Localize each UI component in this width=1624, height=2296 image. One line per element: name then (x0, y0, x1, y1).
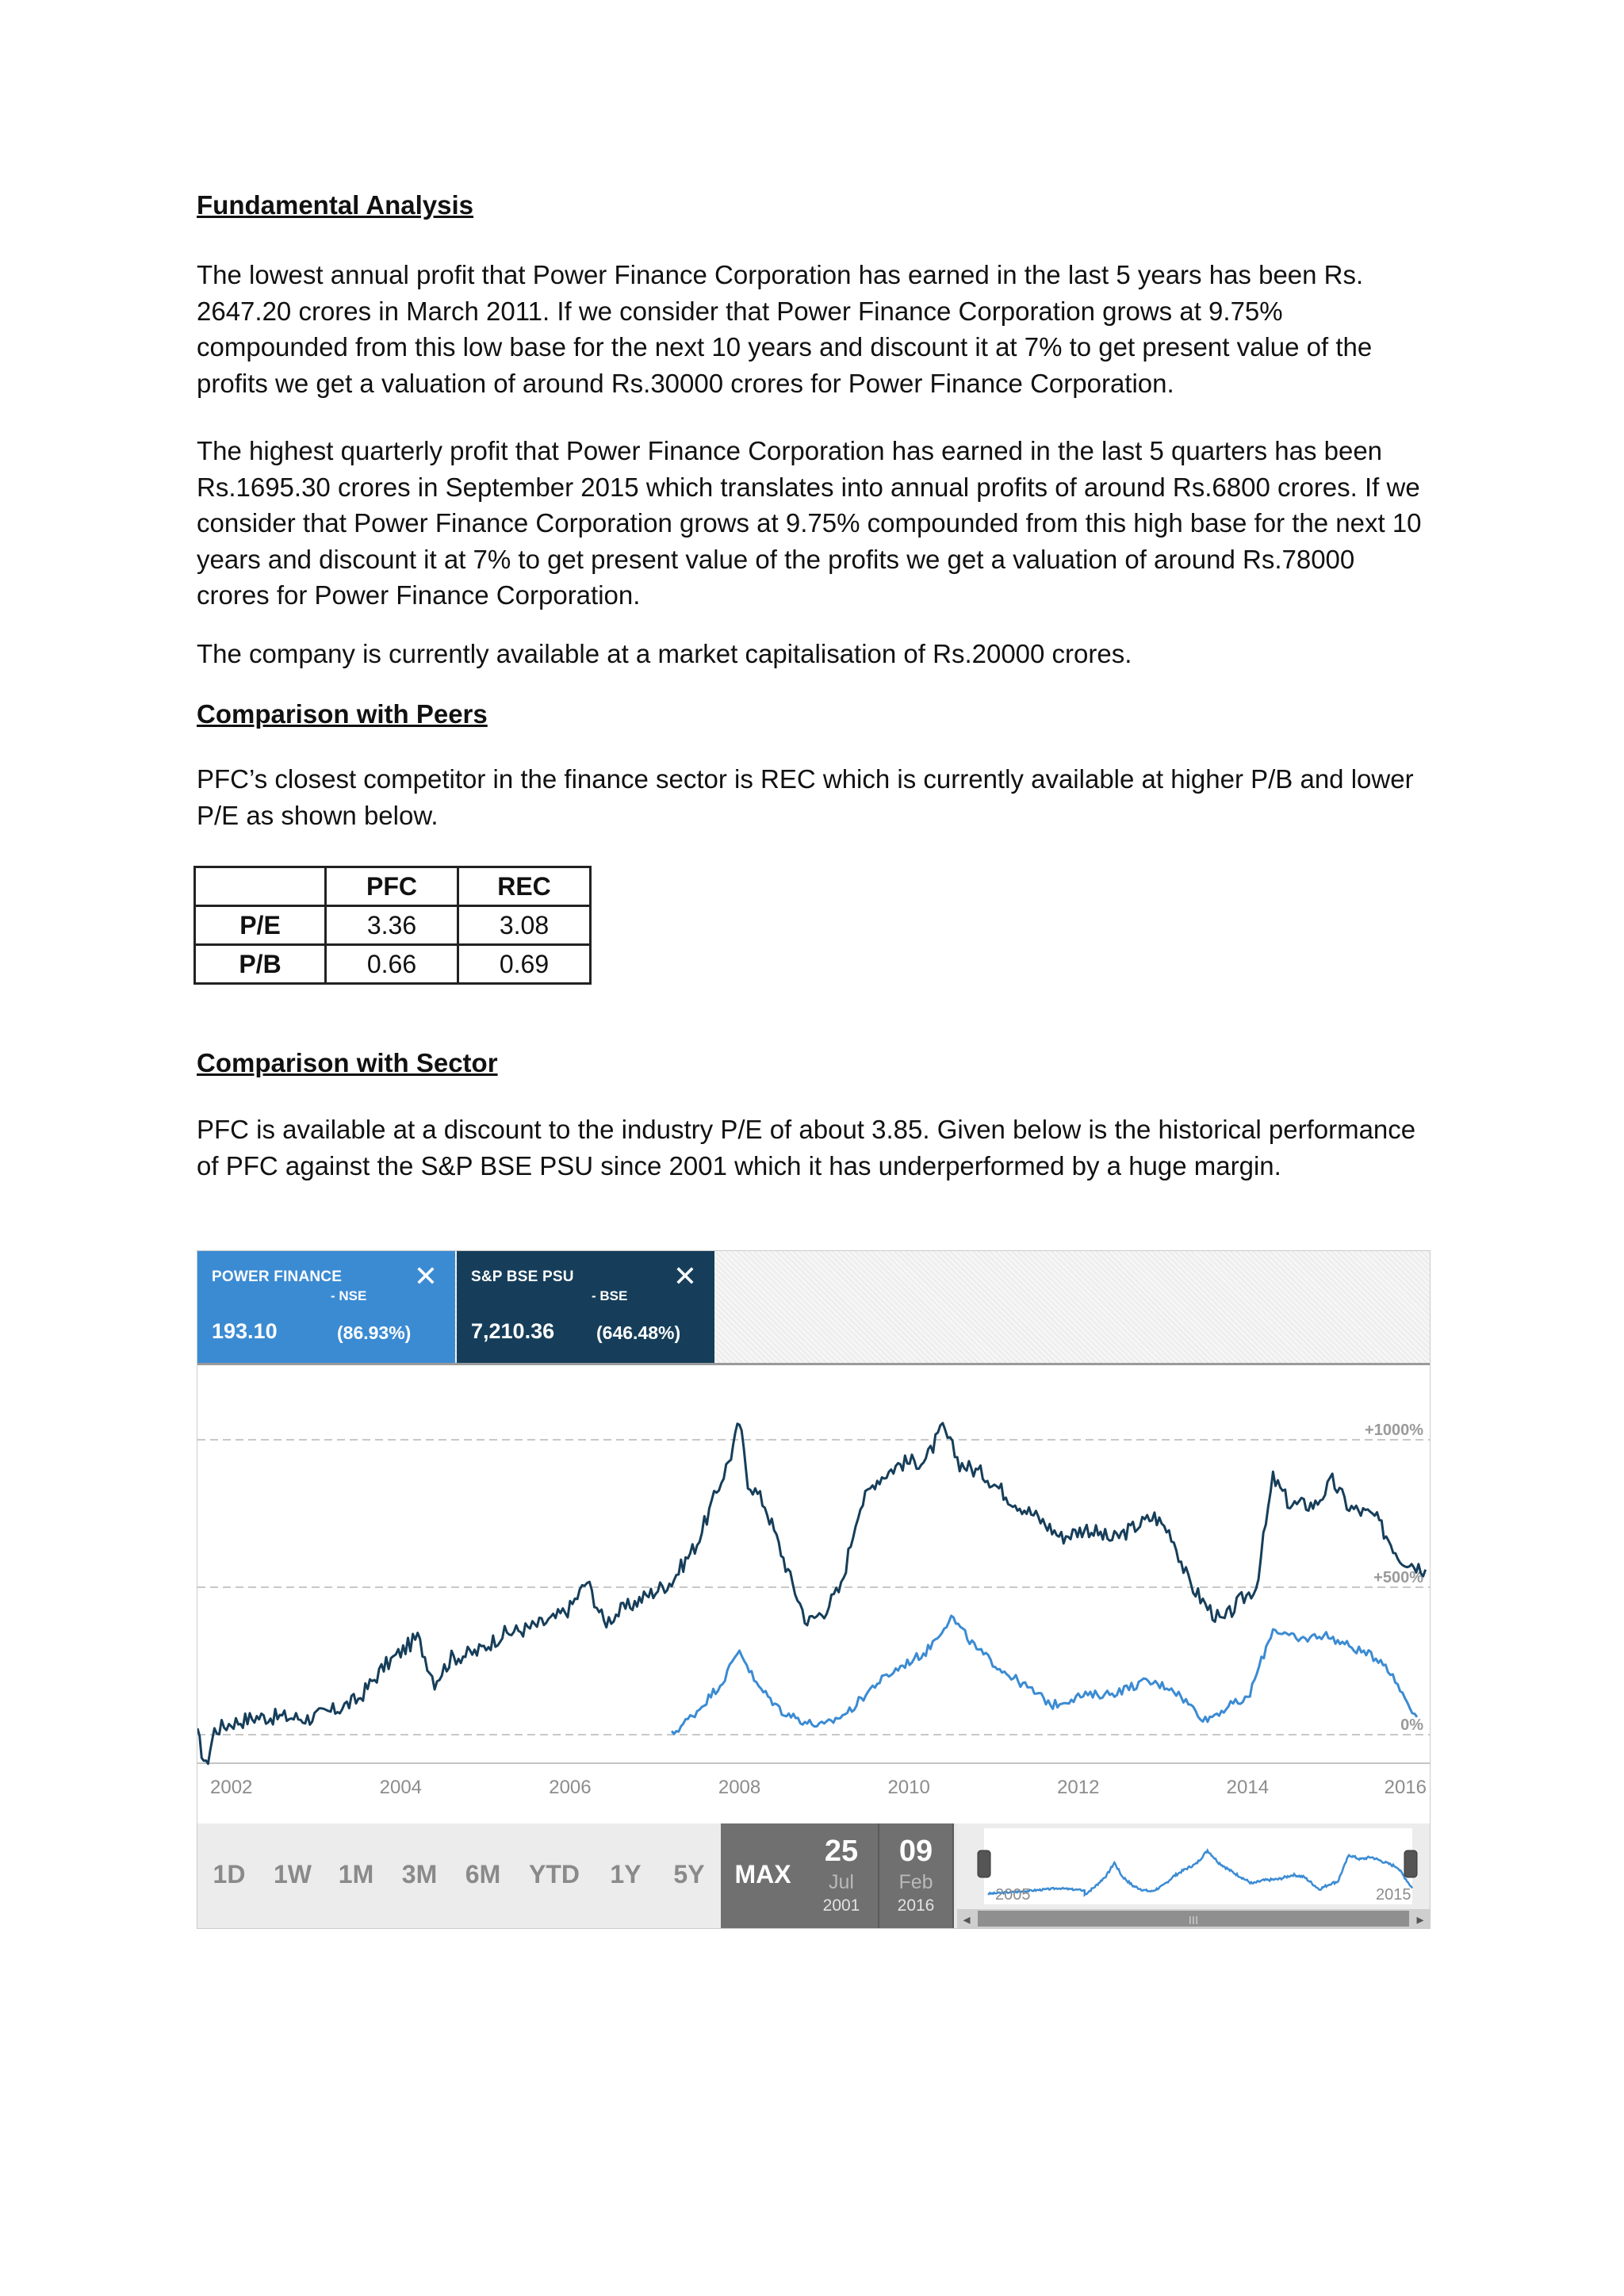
navigator-handle-left[interactable] (978, 1850, 990, 1877)
price-chart[interactable] (197, 1365, 1430, 1823)
from-day: 25 (824, 1835, 859, 1868)
tile-exchange: - NSE (331, 1288, 367, 1303)
table-row (195, 945, 591, 984)
tile-name: S&P BSE PSU (471, 1269, 574, 1285)
heading-comparison-sector: Comparison with Sector (197, 1048, 498, 1077)
range-button-5y[interactable]: 5Y (657, 1823, 722, 1928)
paragraph-market-cap: The company is currently available at a market capitalisation of Rs.20000 crores. (197, 639, 1132, 668)
from-month: Jul (829, 1871, 854, 1893)
navigator-year-label: 2015 (1376, 1886, 1411, 1904)
to-year: 2016 (897, 1896, 935, 1915)
scrollbar-grip-icon: III (1188, 1914, 1199, 1927)
to-date[interactable] (879, 1823, 954, 1928)
table-cell: P/E (195, 906, 326, 945)
tile-value: 193.10 (212, 1319, 278, 1343)
x-tick-label: 2006 (549, 1777, 592, 1798)
tile-exchange: - BSE (592, 1288, 628, 1303)
range-navigator[interactable] (957, 1823, 1430, 1928)
y-tick-label: 0% (1400, 1716, 1423, 1734)
table-row (195, 906, 591, 945)
tile-value: 7,210.36 (471, 1319, 555, 1343)
close-icon[interactable]: ✕ (413, 1260, 438, 1292)
from-year: 2001 (822, 1896, 860, 1915)
y-tick-label: +500% (1373, 1569, 1423, 1586)
tile-change: (646.48%) (596, 1322, 681, 1343)
navigator-handle-right[interactable] (1404, 1850, 1417, 1877)
range-button-ytd[interactable]: YTD (515, 1823, 596, 1928)
from-date[interactable] (805, 1823, 879, 1928)
table-cell: 0.66 (326, 945, 458, 984)
range-button-max[interactable]: MAX (721, 1823, 806, 1928)
peer-comparison-table (193, 866, 592, 985)
range-button-1w[interactable]: 1W (261, 1823, 326, 1928)
tile-name: POWER FINANCE (212, 1269, 343, 1285)
x-tick-label: 2002 (210, 1777, 253, 1798)
table-header-cell: REC (458, 867, 591, 906)
table-header-cell (195, 867, 326, 906)
paragraph-sector-comparison: PFC is available at a discount to the industry P/E of about 3.85. Given below is the historical performance of PFC against the S&P BSE PSU since 2001 which it has underperformed by a huge margin. (197, 1115, 1416, 1181)
navigator-window (984, 1828, 1412, 1904)
to-month: Feb (898, 1871, 933, 1893)
range-button-6m[interactable]: 6M (451, 1823, 516, 1928)
tile-power-finance[interactable] (197, 1251, 455, 1363)
x-tick-label: 2012 (1057, 1777, 1100, 1798)
x-tick-label: 2016 (1384, 1777, 1427, 1798)
x-tick-label: 2014 (1226, 1777, 1270, 1798)
navigator-year-label: 2005 (995, 1886, 1031, 1904)
heading-fundamental-analysis: Fundamental Analysis (197, 190, 474, 220)
table-header-cell: PFC (326, 867, 458, 906)
range-button-3m[interactable]: 3M (388, 1823, 453, 1928)
paragraph-peer-comparison: PFC’s closest competitor in the finance sector is REC which is currently available at higher P/B and lower P/E as shown below. (197, 764, 1414, 830)
table-cell: 3.36 (326, 906, 458, 945)
range-button-1d[interactable]: 1D (197, 1823, 262, 1928)
stock-chart-widget (197, 1250, 1431, 1929)
tile-sp-bse-psu[interactable] (457, 1251, 714, 1363)
y-tick-label: +1000% (1365, 1422, 1423, 1439)
x-tick-label: 2010 (887, 1777, 930, 1798)
scroll-right-arrow-icon[interactable]: ▸ (1416, 1911, 1424, 1928)
series-line-power-finance (672, 1616, 1417, 1734)
paragraph-highest-profit: The highest quarterly profit that Power Finance Corporation has earned in the last 5 quarters has been Rs.1695.30 crores in September 2015 which translates into annual profits of around Rs.6800 crores. If we consider that Power Finance Corporation grows at 9.75% compounded from this high base for the next 10 years and discount it at 7% to get present value of the profits we get a valuation of around Rs.78000 crores for Power Finance Corporation. (197, 436, 1422, 610)
tile-change: (86.93%) (337, 1322, 412, 1343)
to-day: 09 (898, 1835, 933, 1868)
table-cell: P/B (195, 945, 326, 984)
heading-comparison-peers: Comparison with Peers (197, 699, 488, 729)
table-cell: 0.69 (458, 945, 591, 984)
table-header-row (195, 867, 591, 906)
paragraph-lowest-profit: The lowest annual profit that Power Finance Corporation has earned in the last 5 years has been Rs. 2647.20 crores in March 2011. If we consider that Power Finance Corporation grows at 9.75% compounded from this low base for the next 10 years and discount it at 7% to get present value of the profits we get a valuation of around Rs.30000 crores for Power Finance Corporation. (197, 260, 1373, 398)
table-cell: 3.08 (458, 906, 591, 945)
x-tick-label: 2004 (379, 1777, 423, 1798)
range-button-1m[interactable]: 1M (324, 1823, 389, 1928)
scroll-left-arrow-icon[interactable]: ◂ (963, 1911, 971, 1928)
x-tick-label: 2008 (718, 1777, 761, 1798)
range-button-1y[interactable]: 1Y (594, 1823, 659, 1928)
series-line-sp-bse-psu (197, 1423, 1426, 1764)
close-icon[interactable]: ✕ (672, 1260, 697, 1292)
